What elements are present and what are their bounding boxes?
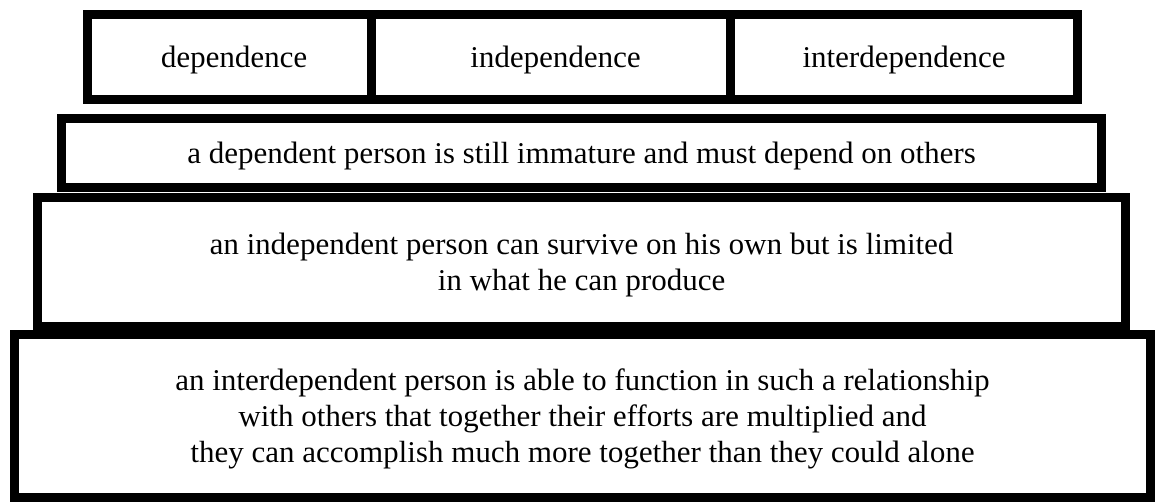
- stage-independence-label: independence: [470, 39, 641, 74]
- stage-interdependence-cell: [726, 10, 1082, 104]
- stage-interdependence-label: interdependence: [802, 39, 1006, 74]
- dependence-description-line-1: a dependent person is still immature and must depend on others: [187, 135, 976, 170]
- independence-description: [210, 226, 954, 298]
- independence-description-line-2: in what he can produce: [437, 262, 726, 297]
- stage-independence-cell: [367, 10, 744, 104]
- interdependence-description: [175, 362, 989, 470]
- interdependence-description-line-3: they can accomplish much more together than they could alone: [190, 434, 975, 469]
- dependence-description: [187, 135, 976, 171]
- independence-description-line-1: an independent person can survive on his own but is limited: [209, 226, 954, 261]
- interdependence-description-line-2: with others that together their efforts are multiplied and: [238, 398, 927, 433]
- independence-description-box: [33, 193, 1130, 331]
- stage-dependence-label: dependence: [160, 39, 308, 74]
- dependence-description-box: [57, 114, 1106, 192]
- stage-dependence-cell: [83, 10, 385, 104]
- interdependence-description-line-1: an interdependent person is able to function in such a relationship: [175, 362, 990, 397]
- interdependence-description-box: [10, 330, 1155, 502]
